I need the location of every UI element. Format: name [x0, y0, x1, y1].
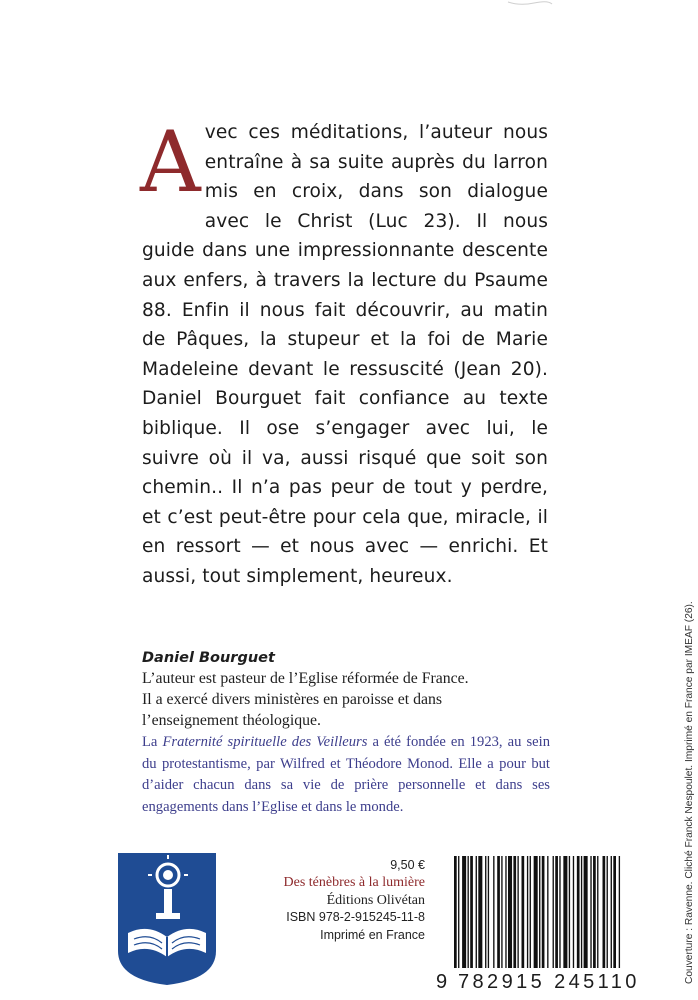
barcode-bar [505, 856, 506, 968]
barcode-bar [577, 856, 580, 968]
barcode-bar [563, 856, 567, 968]
barcode-bar [607, 856, 608, 968]
author-bio-line: l’enseignement théologique. [142, 712, 321, 729]
barcode-bar [476, 856, 477, 968]
barcode-bar [584, 856, 588, 968]
barcode-bar [581, 856, 582, 968]
cover-credit: Couverture : Ravenne. Cliché Franck Nespoulet. Imprimé en France par IMEAF (26). [684, 601, 695, 984]
publisher-name: Éditions Olivétan [326, 892, 425, 908]
barcode-bar [553, 856, 554, 968]
barcode-bar [603, 856, 606, 968]
barcode-bar [590, 856, 591, 968]
book-title: Des ténèbres à la lumière [283, 875, 425, 891]
author-bio [142, 668, 662, 731]
barcode-bar [547, 856, 548, 968]
barcode-lead-digit: 9 [436, 971, 448, 992]
barcode-bar [569, 856, 570, 968]
fraternite-name: Fraternité spirituelle des Veilleurs [162, 734, 368, 750]
author-bio-line: L’auteur est pasteur de l’Eglise réformée de France. [142, 670, 469, 687]
barcode-bar [573, 856, 574, 968]
author-bio-line: Il a exercé divers ministères en paroisse et dans [142, 691, 443, 708]
fraternite-paragraph [142, 732, 550, 818]
barcode-bar [597, 856, 598, 968]
barcode-bar [485, 856, 486, 968]
top-edge-mark [500, 0, 560, 8]
intro-text: vec ces méditations, l’auteur nous entraîne à sa suite auprès du larron mis en croix, dans son dialogue avec le Christ (Luc 23). Il nous guide dans une impressionnante descente aux enfers, à travers la lecture du Psaume 88. Enfin il nous fait découvrir, au matin de Pâques, la stupeur et la foi de Marie Madeleine devant le ressuscité (Jean 20). Daniel Bourguet fait confiance au texte biblique. Il ose s’engager avec lui, le suivre où il va, aussi risqué que soit son chemin.. Il n’a pas peur de tout y perdre, et c’est peut-être pour cela que, miracle, il en ressort — et nous avec — enrichi. Et aussi, tout simplement, heureux. [142, 122, 548, 587]
barcode-bar [619, 856, 620, 968]
barcode-bar [493, 856, 494, 968]
intro-paragraph [140, 113, 548, 592]
barcode-bar [611, 856, 612, 968]
barcode-bar [555, 856, 558, 968]
author-name: Daniel Bourguet [142, 650, 275, 666]
publisher-info [230, 857, 425, 944]
barcode-bar [559, 856, 560, 968]
barcode-bar [530, 856, 531, 968]
barcode-bar [501, 856, 502, 968]
isbn: ISBN 978-2-915245-11-8 [286, 910, 425, 925]
barcode-bar [522, 856, 525, 968]
barcode-bar [478, 856, 482, 968]
barcode-bar [534, 856, 538, 968]
barcode-bar [458, 856, 459, 968]
author-section [142, 648, 662, 731]
barcode-bar [593, 856, 596, 968]
barcode-bar [539, 856, 540, 968]
barcode-bar [497, 856, 500, 968]
barcode-digits: 782915 245110 [458, 971, 640, 992]
barcode-bar [508, 856, 512, 968]
publisher-logo [112, 847, 222, 987]
barcode-bar [488, 856, 489, 968]
barcode-bar [517, 856, 518, 968]
barcode-bar [613, 856, 616, 968]
barcode-bar [454, 856, 457, 968]
printed-in: Imprimé en France [320, 927, 425, 942]
barcode-bar [462, 856, 466, 968]
fraternite-text: a été fondée en 1923, au sein du protestantisme, par Wilfred et Théodore Monod. Elle a pour but d’aider chacun dans sa vie de prière personnelle et dans ses engagements dans l’Eglise et dans le monde. [142, 734, 550, 815]
barcode-bars [454, 856, 620, 968]
barcode-bar [542, 856, 545, 968]
price: 9,50 € [390, 858, 425, 872]
isbn-barcode [432, 852, 670, 992]
barcode-bar [470, 856, 473, 968]
drop-cap-letter: A [140, 113, 201, 211]
fraternite-prefix: La [142, 734, 163, 750]
barcode-bar [527, 856, 528, 968]
barcode-bar [513, 856, 516, 968]
barcode-bar [468, 856, 469, 968]
